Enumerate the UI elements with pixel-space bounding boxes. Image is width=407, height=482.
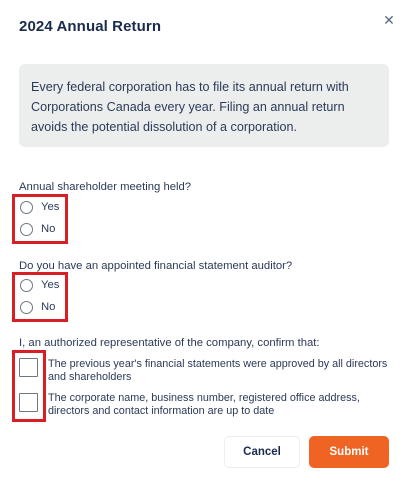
meeting-option-yes[interactable] <box>20 198 59 216</box>
radio-label: No <box>41 223 56 235</box>
radio-label: Yes <box>41 201 60 213</box>
modal-title: 2024 Annual Return <box>19 18 162 35</box>
radio-button[interactable] <box>20 301 33 314</box>
meeting-option-no[interactable] <box>20 220 55 238</box>
radio-label: Yes <box>41 279 60 291</box>
meeting-question-label: Annual shareholder meeting held? <box>19 181 192 193</box>
cancel-button[interactable]: Cancel <box>224 436 300 468</box>
auditor-question-label: Do you have an appointed financial statement auditor? <box>19 260 293 272</box>
close-icon[interactable]: ✕ <box>383 12 395 28</box>
confirm-financials-checkbox[interactable] <box>19 358 38 377</box>
radio-label: No <box>41 301 56 313</box>
auditor-option-yes[interactable] <box>20 276 59 294</box>
radio-button[interactable] <box>20 279 33 292</box>
confirm-info-label: The corporate name, business number, registered office address, directors and contact information are up to date <box>48 392 360 417</box>
submit-button[interactable]: Submit <box>309 436 389 468</box>
radio-button[interactable] <box>20 223 33 236</box>
confirm-info-checkbox[interactable] <box>19 393 38 412</box>
confirm-financials-label: The previous year's financial statements were approved by all directors and shareholders <box>48 358 388 383</box>
info-banner: Every federal corporation has to file its annual return with Corporations Canada every year. Filing an annual return avoids the potential dissolution of a corporation. <box>19 64 389 147</box>
radio-button[interactable] <box>20 201 33 214</box>
auditor-option-no[interactable] <box>20 298 55 316</box>
confirmation-label: I, an authorized representative of the company, confirm that: <box>19 337 320 349</box>
